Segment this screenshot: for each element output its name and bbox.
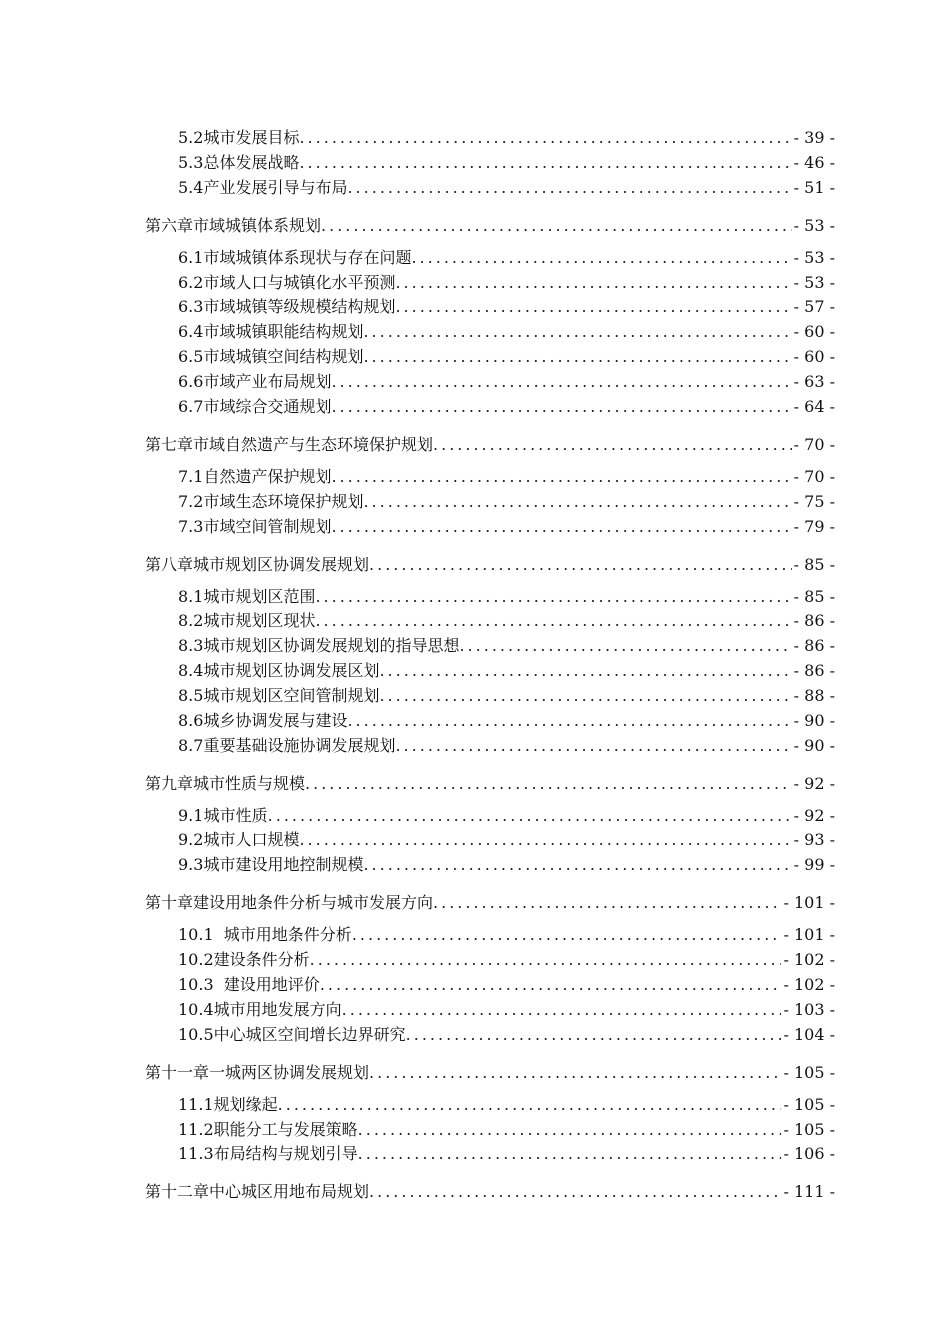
toc-page-number: - 46 - <box>793 152 835 172</box>
toc-section-entry[interactable] <box>178 319 835 345</box>
toc-leader-dots <box>320 972 782 998</box>
toc-page-number: - 53 - <box>793 247 835 267</box>
toc-entry-number: 6.7 <box>178 396 204 416</box>
toc-section-entry[interactable] <box>178 125 835 151</box>
toc-entry-title: 城乡协调发展与建设 <box>203 710 348 730</box>
toc-section-entry[interactable] <box>178 1141 835 1167</box>
toc-entry-title: 重要基础设施协调发展规划 <box>203 735 396 755</box>
toc-page-number: - 51 - <box>793 177 835 197</box>
toc-page-number: - 53 - <box>793 215 835 235</box>
toc-page-number: - 92 - <box>793 805 835 825</box>
toc-page-number: - 86 - <box>793 636 835 656</box>
toc-page-number: - 93 - <box>793 830 835 850</box>
toc-leader-dots <box>299 827 791 853</box>
toc-entry-number: 6.4 <box>178 322 204 342</box>
toc-entry-title: 市域产业布局规划 <box>203 371 332 391</box>
toc-page-number: - 102 - <box>783 975 835 994</box>
toc-page-number: - 99 - <box>793 855 835 875</box>
toc-chapter-entry[interactable] <box>145 1179 835 1205</box>
toc-page-number: - 101 - <box>783 925 835 945</box>
toc-leader-dots <box>363 344 791 370</box>
toc-page-number: - 105 - <box>783 1094 835 1114</box>
toc-page-number: - 39 - <box>793 128 835 147</box>
toc-entry-title: 城市发展目标 <box>203 128 300 147</box>
toc-entry-title: 市域城镇体系现状与存在问题 <box>203 247 412 267</box>
toc-entry-number: 第十一章 <box>145 1062 210 1082</box>
toc-page-number: - 90 - <box>793 735 835 755</box>
toc-leader-dots <box>342 997 782 1023</box>
toc-leader-dots <box>459 633 791 659</box>
toc-entry-title: 中心城区用地布局规划 <box>209 1182 370 1202</box>
toc-section-entry[interactable] <box>178 947 835 973</box>
toc-page-number: - 90 - <box>793 710 835 730</box>
toc-section-entry[interactable] <box>178 803 835 829</box>
toc-page-number: - 85 - <box>793 554 835 574</box>
toc-entry-number: 7.3 <box>178 516 204 536</box>
toc-page-number: - 92 - <box>793 773 835 793</box>
toc-section-entry[interactable] <box>178 294 835 320</box>
toc-leader-dots <box>363 319 791 345</box>
toc-page-number: - 102 - <box>783 950 835 970</box>
toc-entry-number: 7.2 <box>178 491 204 511</box>
toc-entry-title: 市域人口与城镇化水平预测 <box>203 272 396 292</box>
toc-entry-title: 建设用地评价 <box>213 975 320 994</box>
toc-page-number: - 85 - <box>793 586 835 606</box>
toc-entry-number: 6.3 <box>178 297 204 317</box>
toc-section-entry[interactable] <box>178 997 835 1023</box>
toc-leader-dots <box>433 432 792 458</box>
toc-leader-dots <box>379 683 791 709</box>
toc-section-entry[interactable] <box>178 972 835 998</box>
toc-page-number: - 86 - <box>793 611 835 631</box>
toc-entry-number: 8.4 <box>178 661 204 681</box>
toc-entry-title: 市域生态环境保护规划 <box>203 491 364 511</box>
toc-leader-dots <box>299 150 791 176</box>
toc-entry-number: 第六章 <box>145 215 194 235</box>
toc-entry-number: 9.1 <box>178 805 204 825</box>
toc-entry-number: 11.2 <box>178 1119 214 1139</box>
toc-entry-number: 8.6 <box>178 710 204 730</box>
toc-entry-number: 8.1 <box>178 586 204 606</box>
toc-leader-dots <box>278 1092 782 1118</box>
toc-leader-dots <box>331 464 791 490</box>
toc-section-entry[interactable] <box>178 922 835 948</box>
toc-page-number: - 79 - <box>793 516 835 536</box>
toc-page-number: - 60 - <box>793 322 835 342</box>
toc-entry-title: 中心城区空间增长边界研究 <box>213 1024 406 1044</box>
toc-page-number: - 103 - <box>783 999 835 1019</box>
toc-entry-title: 市域城镇职能结构规划 <box>203 322 364 342</box>
toc-entry-title: 城市建设用地控制规模 <box>203 855 364 875</box>
toc-section-entry[interactable] <box>178 270 835 296</box>
toc-entry-number: 9.3 <box>178 855 204 875</box>
toc-section-entry[interactable] <box>178 344 835 370</box>
toc-entry-number: 6.2 <box>178 272 204 292</box>
toc-section-entry[interactable] <box>178 514 835 540</box>
toc-entry-number: 5.2 <box>178 128 204 147</box>
toc-page-number: - 105 - <box>783 1119 835 1139</box>
toc-entry-title: 城市规划区空间管制规划 <box>203 685 380 705</box>
toc-entry-title: 城市规划区现状 <box>203 611 316 631</box>
toc-leader-dots <box>395 270 791 296</box>
toc-chapter-entry[interactable] <box>145 890 835 916</box>
toc-page-number: - 64 - <box>793 396 835 416</box>
toc-section-entry[interactable] <box>178 150 835 176</box>
toc-leader-dots <box>299 125 791 151</box>
toc-entry-number: 11.3 <box>178 1144 214 1164</box>
toc-page-number: - 57 - <box>793 297 835 317</box>
toc-leader-dots <box>363 489 791 515</box>
toc-section-entry[interactable] <box>178 733 835 759</box>
toc-entry-number: 8.3 <box>178 636 204 656</box>
toc-entry-number: 6.1 <box>178 247 204 267</box>
toc-leader-dots <box>358 1141 782 1167</box>
toc-entry-title: 自然遗产保护规划 <box>203 466 332 486</box>
toc-chapter-entry[interactable] <box>145 771 835 797</box>
toc-entry-title: 城市性质与规模 <box>193 773 306 793</box>
toc-page-number: - 60 - <box>793 347 835 367</box>
toc-section-entry[interactable] <box>178 608 835 634</box>
toc-page-number: - 106 - <box>783 1144 835 1164</box>
toc-section-entry[interactable] <box>178 464 835 490</box>
toc-entry-number: 10.5 <box>178 1024 214 1044</box>
toc-section-entry[interactable] <box>178 1117 835 1143</box>
toc-entry-number: 10.3 <box>178 975 214 994</box>
toc-page-number: - 63 - <box>793 371 835 391</box>
toc-entry-number: 10.4 <box>178 999 214 1019</box>
toc-section-entry[interactable] <box>178 683 835 709</box>
toc-entry-title: 城市规划区范围 <box>203 586 316 606</box>
toc-entry-title: 市域自然遗产与生态环境保护规划 <box>193 434 434 454</box>
toc-entry-title: 产业发展引导与布局 <box>203 177 348 197</box>
toc-page-number: - 105 - <box>783 1062 835 1082</box>
toc-entry-number: 第十章 <box>145 893 194 913</box>
toc-page-number: - 70 - <box>793 434 835 454</box>
toc-page-number: - 75 - <box>793 491 835 511</box>
toc-leader-dots <box>315 608 791 634</box>
toc-leader-dots <box>347 175 791 201</box>
toc-section-entry[interactable] <box>178 489 835 515</box>
toc-leader-dots <box>352 922 782 948</box>
toc-leader-dots <box>358 1117 782 1143</box>
toc-entry-number: 11.1 <box>178 1094 214 1114</box>
toc-entry-number: 第十二章 <box>145 1182 210 1202</box>
toc-chapter-entry[interactable] <box>145 1060 835 1086</box>
toc-leader-dots <box>406 1022 782 1048</box>
toc-page-number: - 104 - <box>783 1024 835 1044</box>
toc-section-entry[interactable] <box>178 633 835 659</box>
toc-section-entry[interactable] <box>178 245 835 271</box>
toc-entry-number: 第八章 <box>145 554 194 574</box>
toc-entry-title: 市域城镇空间结构规划 <box>203 347 364 367</box>
toc-entry-title: 城市规划区协调发展规划的指导思想 <box>203 636 460 656</box>
toc-entry-number: 第九章 <box>145 773 194 793</box>
toc-leader-dots <box>411 245 791 271</box>
toc-section-entry[interactable] <box>178 708 835 734</box>
toc-entry-number: 第七章 <box>145 434 194 454</box>
toc-chapter-entry[interactable] <box>145 432 835 458</box>
toc-section-entry[interactable] <box>178 658 835 684</box>
toc-leader-dots <box>315 584 791 610</box>
toc-leader-dots <box>331 394 791 420</box>
toc-entry-title: 一城两区协调发展规划 <box>209 1062 370 1082</box>
toc-section-entry[interactable] <box>178 394 835 420</box>
toc-leader-dots <box>347 708 791 734</box>
toc-page-number: - 101 - <box>783 893 835 913</box>
toc-page-number: - 111 - <box>783 1182 835 1202</box>
toc-entry-title: 城市性质 <box>203 805 268 825</box>
toc-entry-number: 6.5 <box>178 347 204 367</box>
toc-section-entry[interactable] <box>178 827 835 853</box>
toc-page-number: - 86 - <box>793 661 835 681</box>
toc-leader-dots <box>268 803 792 829</box>
toc-entry-number: 10.1 <box>178 925 214 945</box>
toc-leader-dots <box>369 1179 781 1205</box>
toc-section-entry[interactable] <box>178 1022 835 1048</box>
toc-entry-title: 布局结构与规划引导 <box>213 1144 358 1164</box>
toc-page-number: - 53 - <box>793 272 835 292</box>
toc-entry-title: 城市人口规模 <box>203 830 300 850</box>
toc-entry-title: 城市用地发展方向 <box>213 999 342 1019</box>
toc-chapter-entry[interactable] <box>145 552 835 578</box>
toc-entry-title: 城市规划区协调发展规划 <box>193 554 370 574</box>
toc-entry-number: 5.4 <box>178 177 204 197</box>
toc-leader-dots <box>433 890 781 916</box>
toc-entry-number: 8.7 <box>178 735 204 755</box>
toc-leader-dots <box>363 852 791 878</box>
toc-entry-title: 城市规划区协调发展区划 <box>203 661 380 681</box>
toc-leader-dots <box>379 658 791 684</box>
toc-entry-number: 7.1 <box>178 466 204 486</box>
toc-entry-title: 总体发展战略 <box>203 152 300 172</box>
toc-entry-title: 职能分工与发展策略 <box>213 1119 358 1139</box>
toc-leader-dots <box>305 771 792 797</box>
toc-leader-dots <box>395 294 791 320</box>
toc-entry-number: 6.6 <box>178 371 204 391</box>
toc-entry-title: 市域空间管制规划 <box>203 516 332 536</box>
toc-chapter-entry[interactable] <box>145 213 835 239</box>
toc-entry-number: 8.5 <box>178 685 204 705</box>
toc-entry-number: 10.2 <box>178 950 214 970</box>
toc-section-entry[interactable] <box>178 584 835 610</box>
toc-entry-title: 市域综合交通规划 <box>203 396 332 416</box>
toc-section-entry[interactable] <box>178 852 835 878</box>
toc-leader-dots <box>331 369 791 395</box>
toc-section-entry[interactable] <box>178 369 835 395</box>
toc-section-entry[interactable] <box>178 1092 835 1118</box>
toc-leader-dots <box>331 514 791 540</box>
toc-page-number: - 70 - <box>793 466 835 486</box>
toc-entry-title: 规划缘起 <box>213 1094 278 1114</box>
toc-entry-title: 城市用地条件分析 <box>213 925 352 945</box>
toc-entry-number: 8.2 <box>178 611 204 631</box>
toc-entry-title: 建设条件分析 <box>213 950 310 970</box>
toc-entry-title: 市域城镇等级规模结构规划 <box>203 297 396 317</box>
toc-leader-dots <box>310 947 782 973</box>
toc-leader-dots <box>369 1060 781 1086</box>
toc-leader-dots <box>369 552 792 578</box>
toc-entry-number: 5.3 <box>178 152 204 172</box>
toc-entry-title: 建设用地条件分析与城市发展方向 <box>193 893 434 913</box>
toc-section-entry[interactable] <box>178 175 835 201</box>
toc-leader-dots <box>395 733 791 759</box>
toc-entry-title: 市域城镇体系规划 <box>193 215 322 235</box>
toc-leader-dots <box>321 213 792 239</box>
toc-page-number: - 88 - <box>793 685 835 705</box>
toc-entry-number: 9.2 <box>178 830 204 850</box>
